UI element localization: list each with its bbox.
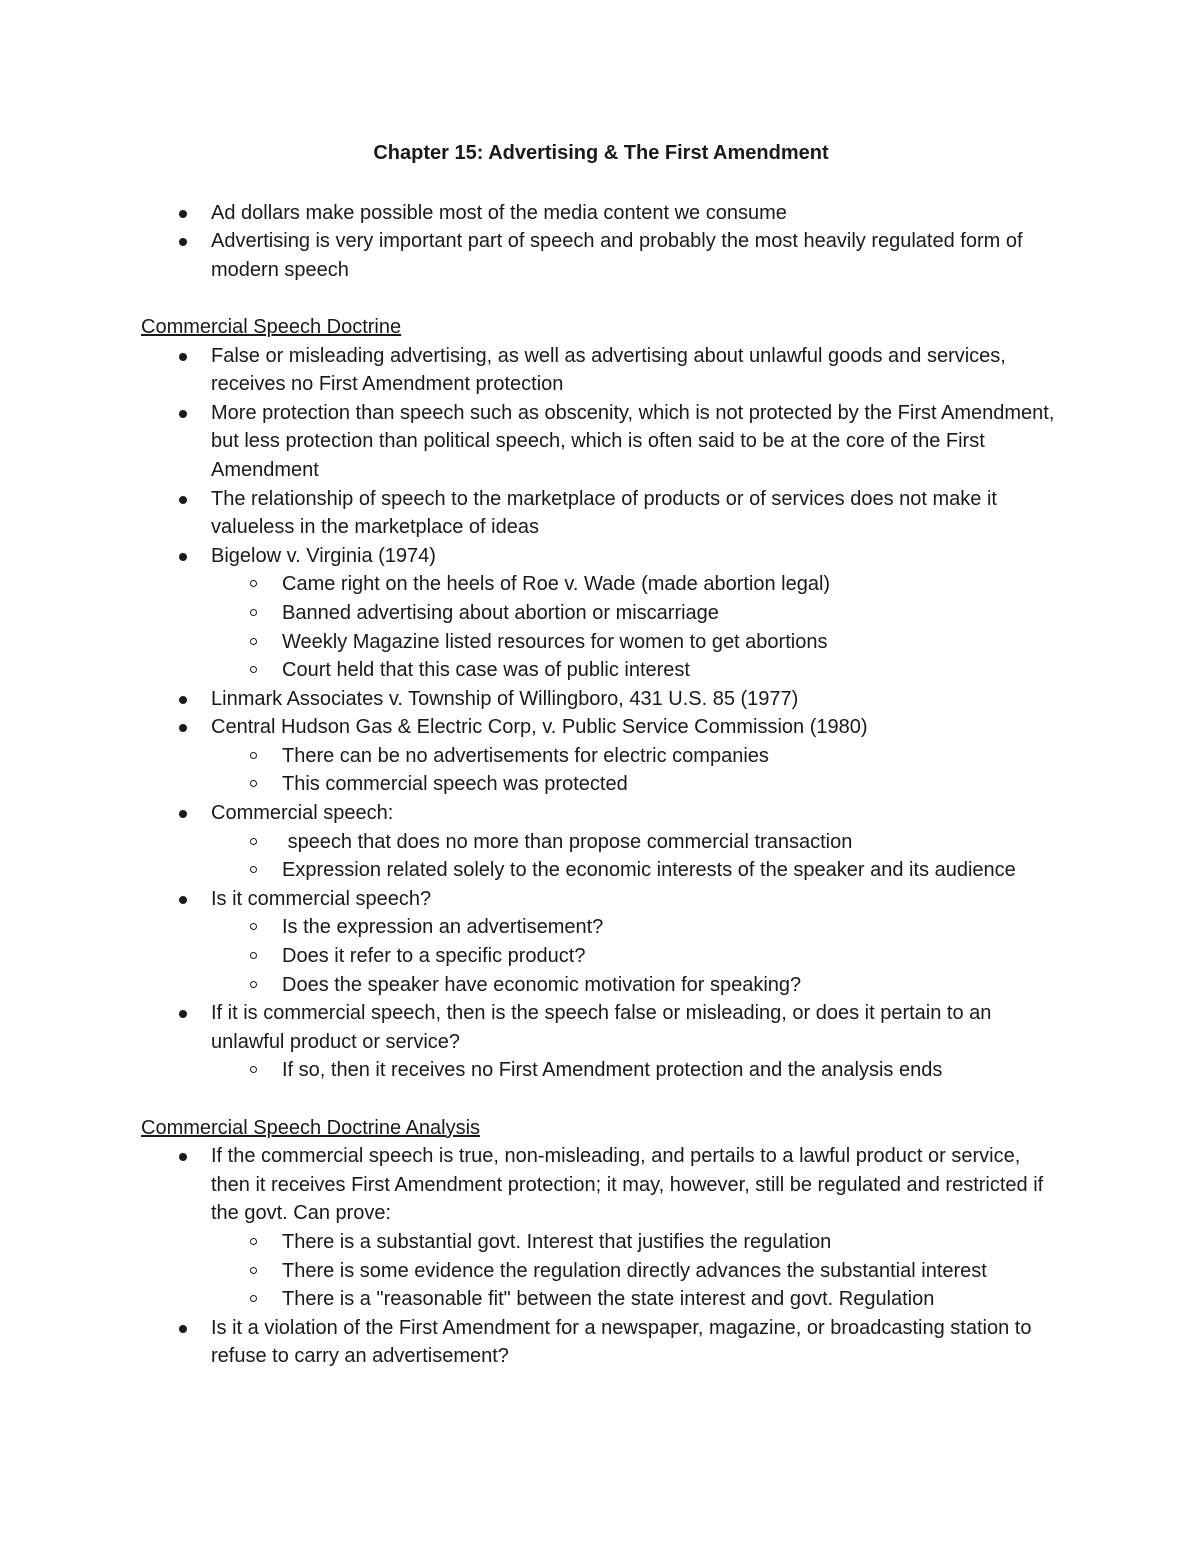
sub-list-item: Weekly Magazine listed resources for women to get abortions	[211, 628, 1061, 657]
hollow-bullet-icon	[250, 923, 257, 930]
list-item: Is it commercial speech? Is the expression an advertisement? Does it refer to a specific product? Does the speaker have economic motivation for speaking?	[141, 885, 1061, 999]
sub-list-item: Came right on the heels of Roe v. Wade (made abortion legal)	[211, 570, 1061, 599]
list-item: If it is commercial speech, then is the speech false or misleading, or does it pertain to an unlawful product or service? If so, then it receives no First Amendment protection and the analysis ends	[141, 999, 1061, 1085]
hollow-bullet-icon	[250, 609, 257, 616]
bullet-icon	[179, 238, 187, 246]
document-content	[141, 139, 1061, 1371]
sub-list-item: Banned advertising about abortion or miscarriage	[211, 599, 1061, 628]
sub-list-item: Court held that this case was of public interest	[211, 656, 1061, 685]
hollow-bullet-icon	[250, 1267, 257, 1274]
sub-list-item: speech that does no more than propose commercial transaction	[211, 828, 1061, 857]
sub-list-item: There can be no advertisements for electric companies	[211, 742, 1061, 771]
sub-list-item: If so, then it receives no First Amendment protection and the analysis ends	[211, 1056, 1061, 1085]
bullet-icon	[179, 1153, 187, 1161]
bullet-icon	[179, 553, 187, 561]
intro-list	[141, 199, 1061, 285]
bullet-icon	[179, 353, 187, 361]
list-item: Central Hudson Gas & Electric Corp, v. Public Service Commission (1980) There can be no advertisements for electric companies This commercial speech was protected	[141, 713, 1061, 799]
sub-list-item: There is a substantial govt. Interest that justifies the regulation	[211, 1228, 1061, 1257]
hollow-bullet-icon	[250, 780, 257, 787]
bullet-icon	[179, 1325, 187, 1333]
bullet-icon	[179, 1010, 187, 1018]
sub-list-item: There is a "reasonable fit" between the state interest and govt. Regulation	[211, 1285, 1061, 1314]
sub-list	[211, 913, 1061, 999]
list-item: Ad dollars make possible most of the media content we consume	[141, 199, 1061, 228]
sub-list-item: This commercial speech was protected	[211, 770, 1061, 799]
sub-list-item: Expression related solely to the economic interests of the speaker and its audience	[211, 856, 1061, 885]
sub-list	[211, 1228, 1061, 1314]
section1-list	[141, 342, 1061, 1085]
list-item: Linmark Associates v. Township of Willingboro, 431 U.S. 85 (1977)	[141, 685, 1061, 714]
list-item: Bigelow v. Virginia (1974) Came right on the heels of Roe v. Wade (made abortion legal) Banned advertising about abortion or miscarriage Weekly Magazine listed resources for women to get abortions Court held that this case was of public interest	[141, 542, 1061, 685]
sub-list-item: Is the expression an advertisement?	[211, 913, 1061, 942]
bullet-icon	[179, 696, 187, 704]
list-item: Commercial speech: speech that does no more than propose commercial transaction Expression related solely to the economic interests of the speaker and its audience	[141, 799, 1061, 885]
bullet-icon	[179, 496, 187, 504]
sub-list	[211, 1056, 1061, 1085]
list-item: False or misleading advertising, as well as advertising about unlawful goods and services, receives no First Amendment protection	[141, 342, 1061, 399]
hollow-bullet-icon	[250, 752, 257, 759]
bullet-icon	[179, 810, 187, 818]
list-item: More protection than speech such as obscenity, which is not protected by the First Amendment, but less protection than political speech, which is often said to be at the core of the First Amendment	[141, 399, 1061, 485]
sub-list	[211, 570, 1061, 684]
hollow-bullet-icon	[250, 1066, 257, 1073]
list-item: Advertising is very important part of speech and probably the most heavily regulated form of modern speech	[141, 227, 1061, 284]
sub-list-item: Does it refer to a specific product?	[211, 942, 1061, 971]
hollow-bullet-icon	[250, 666, 257, 673]
list-item: If the commercial speech is true, non-misleading, and pertails to a lawful product or service, then it receives First Amendment protection; it may, however, still be regulated and restricted if the govt. Can prove: There is a substantial govt. Interest that justifies the regulation There is some evidence the regulation directly advances the substantial interest There is a "reasonable fit" between the state interest and govt. Regulation	[141, 1142, 1061, 1314]
hollow-bullet-icon	[250, 866, 257, 873]
section-heading: Commercial Speech Doctrine Analysis	[141, 1116, 481, 1139]
sub-list	[211, 742, 1061, 799]
hollow-bullet-icon	[250, 638, 257, 645]
section-heading: Commercial Speech Doctrine	[141, 315, 402, 338]
section2-list	[141, 1142, 1061, 1371]
sub-list	[211, 828, 1061, 885]
list-item: Is it a violation of the First Amendment for a newspaper, magazine, or broadcasting station to refuse to carry an advertisement?	[141, 1314, 1061, 1371]
bullet-icon	[179, 210, 187, 218]
list-item: The relationship of speech to the marketplace of products or of services does not make it valueless in the marketplace of ideas	[141, 485, 1061, 542]
sub-list-item: Does the speaker have economic motivation for speaking?	[211, 971, 1061, 1000]
sub-list-item: There is some evidence the regulation directly advances the substantial interest	[211, 1257, 1061, 1286]
hollow-bullet-icon	[250, 952, 257, 959]
hollow-bullet-icon	[250, 838, 257, 845]
page-title: Chapter 15: Advertising & The First Amendment	[373, 142, 829, 164]
hollow-bullet-icon	[250, 1295, 257, 1302]
hollow-bullet-icon	[250, 981, 257, 988]
hollow-bullet-icon	[250, 1238, 257, 1245]
bullet-icon	[179, 896, 187, 904]
bullet-icon	[179, 724, 187, 732]
hollow-bullet-icon	[250, 580, 257, 587]
bullet-icon	[179, 410, 187, 418]
